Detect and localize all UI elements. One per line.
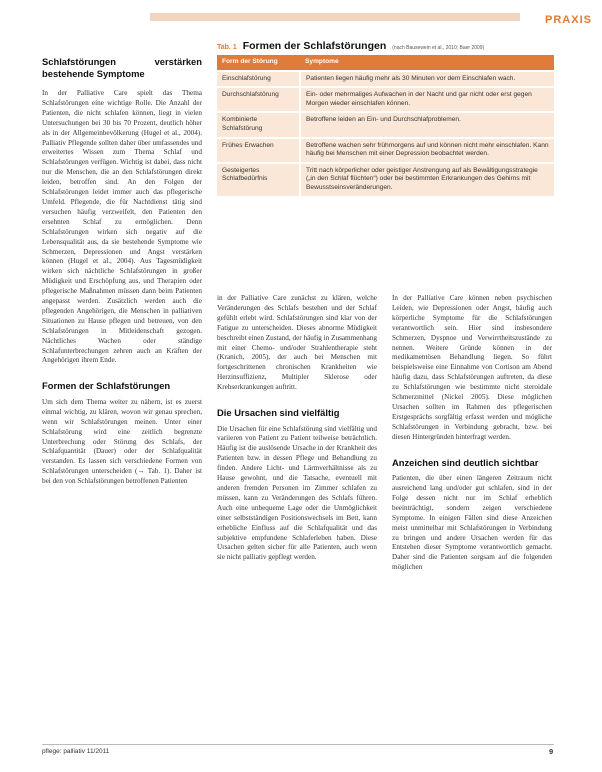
- cell-form: Einschlafstörung: [217, 71, 300, 88]
- paragraph: In der Palliative Care können neben psychischen Leiden, wie Depressionen oder Angst, häufig auch körperliche Symptome für die Schlafstörungen verantwortlich sein. Hier sind insbesondere Schmerzen, Dyspnoe und Verwirrtheitszustände zu nennen. Weitere Gründe können in der medikamentösen Behandlung liegen. So führt beispielsweise eine Einnahme von Cortison am Abend häufig dazu, dass Schlafstörungen auftreten, da diese zu Schlafstörungen wie bestimmte nicht steroidale Schmerzmittel (Nickel 2005). Diese möglichen Ursachen sollten im Rahmen des pflegerischen Erstgesprächs sorgfältig erfasst werden und mögliche Schlafstörungen in Verbindung gebracht, bzw. bei diesen Hintergründen hinterfragt werden.: [392, 294, 552, 441]
- heading-forms: Formen der Schlafstörungen: [42, 380, 171, 392]
- heading-sleep-symptoms: Schlafstörungen verstärken bestehende Symptome: [42, 56, 202, 79]
- section-label: PRAXIS: [545, 14, 592, 26]
- heading-signs: Anzeichen sind deutlich sichtbar: [392, 456, 539, 468]
- cell-symptom: Betroffene wachen sehr frühmorgens auf und können nicht mehr einschlafen. Kann häufig bei Menschen mit einer Depression beobachtet werden.: [300, 138, 554, 163]
- cell-symptom: Patienten liegen häufig mehr als 30 Minuten vor dem Einschlafen wach.: [300, 71, 554, 88]
- header-accent-bar: [150, 13, 520, 21]
- paragraph: Um sich dem Thema weiter zu nähern, ist es zuerst einmal wichtig, zu klären, wovon wir genau sprechen, wenn wir Schlafstörungen meinen. Unter einer Schlafstörung wird eine zeitlich begrenzte Unterbrechung oder Störung des Schlafs, der Schlafquantität (Dauer) oder der Schlafqualität verstanden. Es lassen sich verschiedene Formen von Schlafstörungen unterscheiden (→ Tab. 1). Daher ist bei den von Schlafstörungen betroffenen Patienten: [42, 397, 202, 486]
- cell-symptom: Ein- oder mehrmaliges Aufwachen in der Nacht und gar nicht oder erst gegen Morgen wieder einschlafen können.: [300, 87, 554, 112]
- table-row: [217, 163, 554, 196]
- table-row: [217, 87, 554, 112]
- column-header: Form der Störung: [217, 55, 300, 71]
- paragraph: Die Ursachen für eine Schlafstörung sind vielfältig und variieren von Patient zu Patient teilweise beträchtlich. Häufig ist die auslösende Ursache in der Krankheit des Patienten bzw. in dessen Pflege und Behandlung zu finden. Andere Licht- und Lärmverhältnisse als zu Hause gewohnt, und die Tatsache, eventuell mit anderen fremden Personen im Zimmer schlafen zu müssen, kann zu Veränderungen des Schlafs führen. Auch eine unbequeme Lage oder die Unmöglichkeit einer selbstständigen Positionswechsels im Bett, kann erhebliche Einfluss auf die Schlafqualität und das subjektive empfundene Schlaferleben haben. Diese Ursachen gelten sicher für alle Patienten, auch wenn sie nicht palliativ gepflegt werden.: [217, 424, 377, 562]
- table-row: [217, 112, 554, 137]
- data-table: [217, 55, 554, 196]
- table-sleep-disorders: [217, 40, 554, 196]
- column-middle: [217, 294, 377, 563]
- paragraph: Patienten, die über einen längeren Zeitraum nicht ausreichend lang und/oder gut schlafen, sind in der Folge dessen nicht nur im Schlaf erheblich beeinträchtigt, sondern zeigen verschiedene Symptome. In einigen Fällen sind diese Anzeichen meist unmittelbar mit Schlafstörungen in Verbindung zu bringen und andere Ursachen werden für das Entstehen dieser Symptome verantwortlich gemacht. Daher sind die Patienten sorgsam auf die folgenden möglichen: [392, 474, 552, 572]
- cell-symptom: Tritt nach körperlicher oder geistiger Anstrengung auf als Bewältigungsstrategie („in den Schlaf flüchten“) oder bei bestimmten Erkrankungen des Gehirns mit Bewusstseinsveränderungen.: [300, 163, 554, 196]
- table-tag: Tab. 1: [217, 44, 237, 51]
- cell-form: Durchschlafstörung: [217, 87, 300, 112]
- table-row: [217, 71, 554, 88]
- page-number: 9: [549, 747, 554, 756]
- column-header: Symptome: [300, 55, 554, 71]
- cell-form: Kombinierte Schlafstörung: [217, 112, 300, 137]
- table-caption: [217, 40, 554, 52]
- journal-name: pflege: palliativ 11/2011: [42, 748, 110, 755]
- column-left: [42, 56, 202, 487]
- cell-form: Frühes Erwachen: [217, 138, 300, 163]
- column-right: [392, 294, 552, 573]
- paragraph: In der Palliative Care spielt das Thema Schlafstörungen eine wichtige Rolle. Die Anzahl der Patienten, die nicht schlafen können, liegt in vielen Untersuchungen bei 30 bis 70 Prozent, deutlich höher als in der Allgemeinbevölkerung (Hugel et al., 2004). Palliativ Pflegende sollten daher über umfassendes und erweitertes Wissen zum Thema Schlaf und Schlafstörungen verfügen. Wichtig ist dabei, dass nicht nur die Menschen, die an den Schlafstörungen direkt leiden, betroffen sind. An den Folgen der Schlafstörungen leidet immer auch das pflegerische Umfeld. Pflegende, die für Nachtdienst tätig sind versuchen häufig verzweifelt, den Patienten den ersehnten Schlaf zu ermöglichen. Denn Schlafstörungen wirken sich negativ auf die Lebensqualität aus, da sie bestehende Symptome wie Schmerzen, Depressionen und Angst verstärken können (Hugel et al., 2004). Aus Tagesmüdigkeit wirken sich nächtliche Schlafstörungen in großer Müdigkeit und Erschöpfung aus, und Therapien oder pflegerische Maßnahmen müssen dann beim Patienten angepasst werden. Zusätzlich werden auch die pflegenden Angehörigen, die Menschen in palliativen Situationen zu Hause pflegen und betreuen, von den Schlafstörungen in Mitleidenschaft gezogen. Nächtliches Wachen oder ständige Schlafunterbrechungen zehren auch an Kräften der Angehörigen ihrem Ende.: [42, 89, 202, 365]
- table-row: [217, 138, 554, 163]
- heading-causes: Die Ursachen sind vielfältig: [217, 407, 340, 419]
- cell-form: Gesteigertes Schlafbedürfnis: [217, 163, 300, 196]
- page-header: [0, 0, 602, 28]
- table-header-row: [217, 55, 554, 71]
- cell-symptom: Betroffene leiden an Ein- und Durchschlafproblemen.: [300, 112, 554, 137]
- footer-rule: [42, 744, 554, 745]
- table-title: Formen der Schlafstörungen: [242, 40, 387, 52]
- paragraph: in der Palliative Care zunächst zu klären, welche Veränderungen des Schlafs bestehen und der Schlaf gefühlt erlebt wird. Schlafstörungen sind klar von der Fatigue zu unterscheiden. Dieses abnorme Müdigkeit beschreibt einen Zustand, der häufig in Zusammenhang mit einer Chemo- und/oder Strahlentherapie steht (Kranich, 2005), der auch bei Menschen mit fortgeschrittenen chronischen Krankheiten wie Herzinsuffizienz, Multipler Sklerose oder Krebserkrankungen auftritt.: [217, 294, 377, 392]
- table-source: (nach Bausewein et al., 2010; Baer 2009): [392, 45, 485, 51]
